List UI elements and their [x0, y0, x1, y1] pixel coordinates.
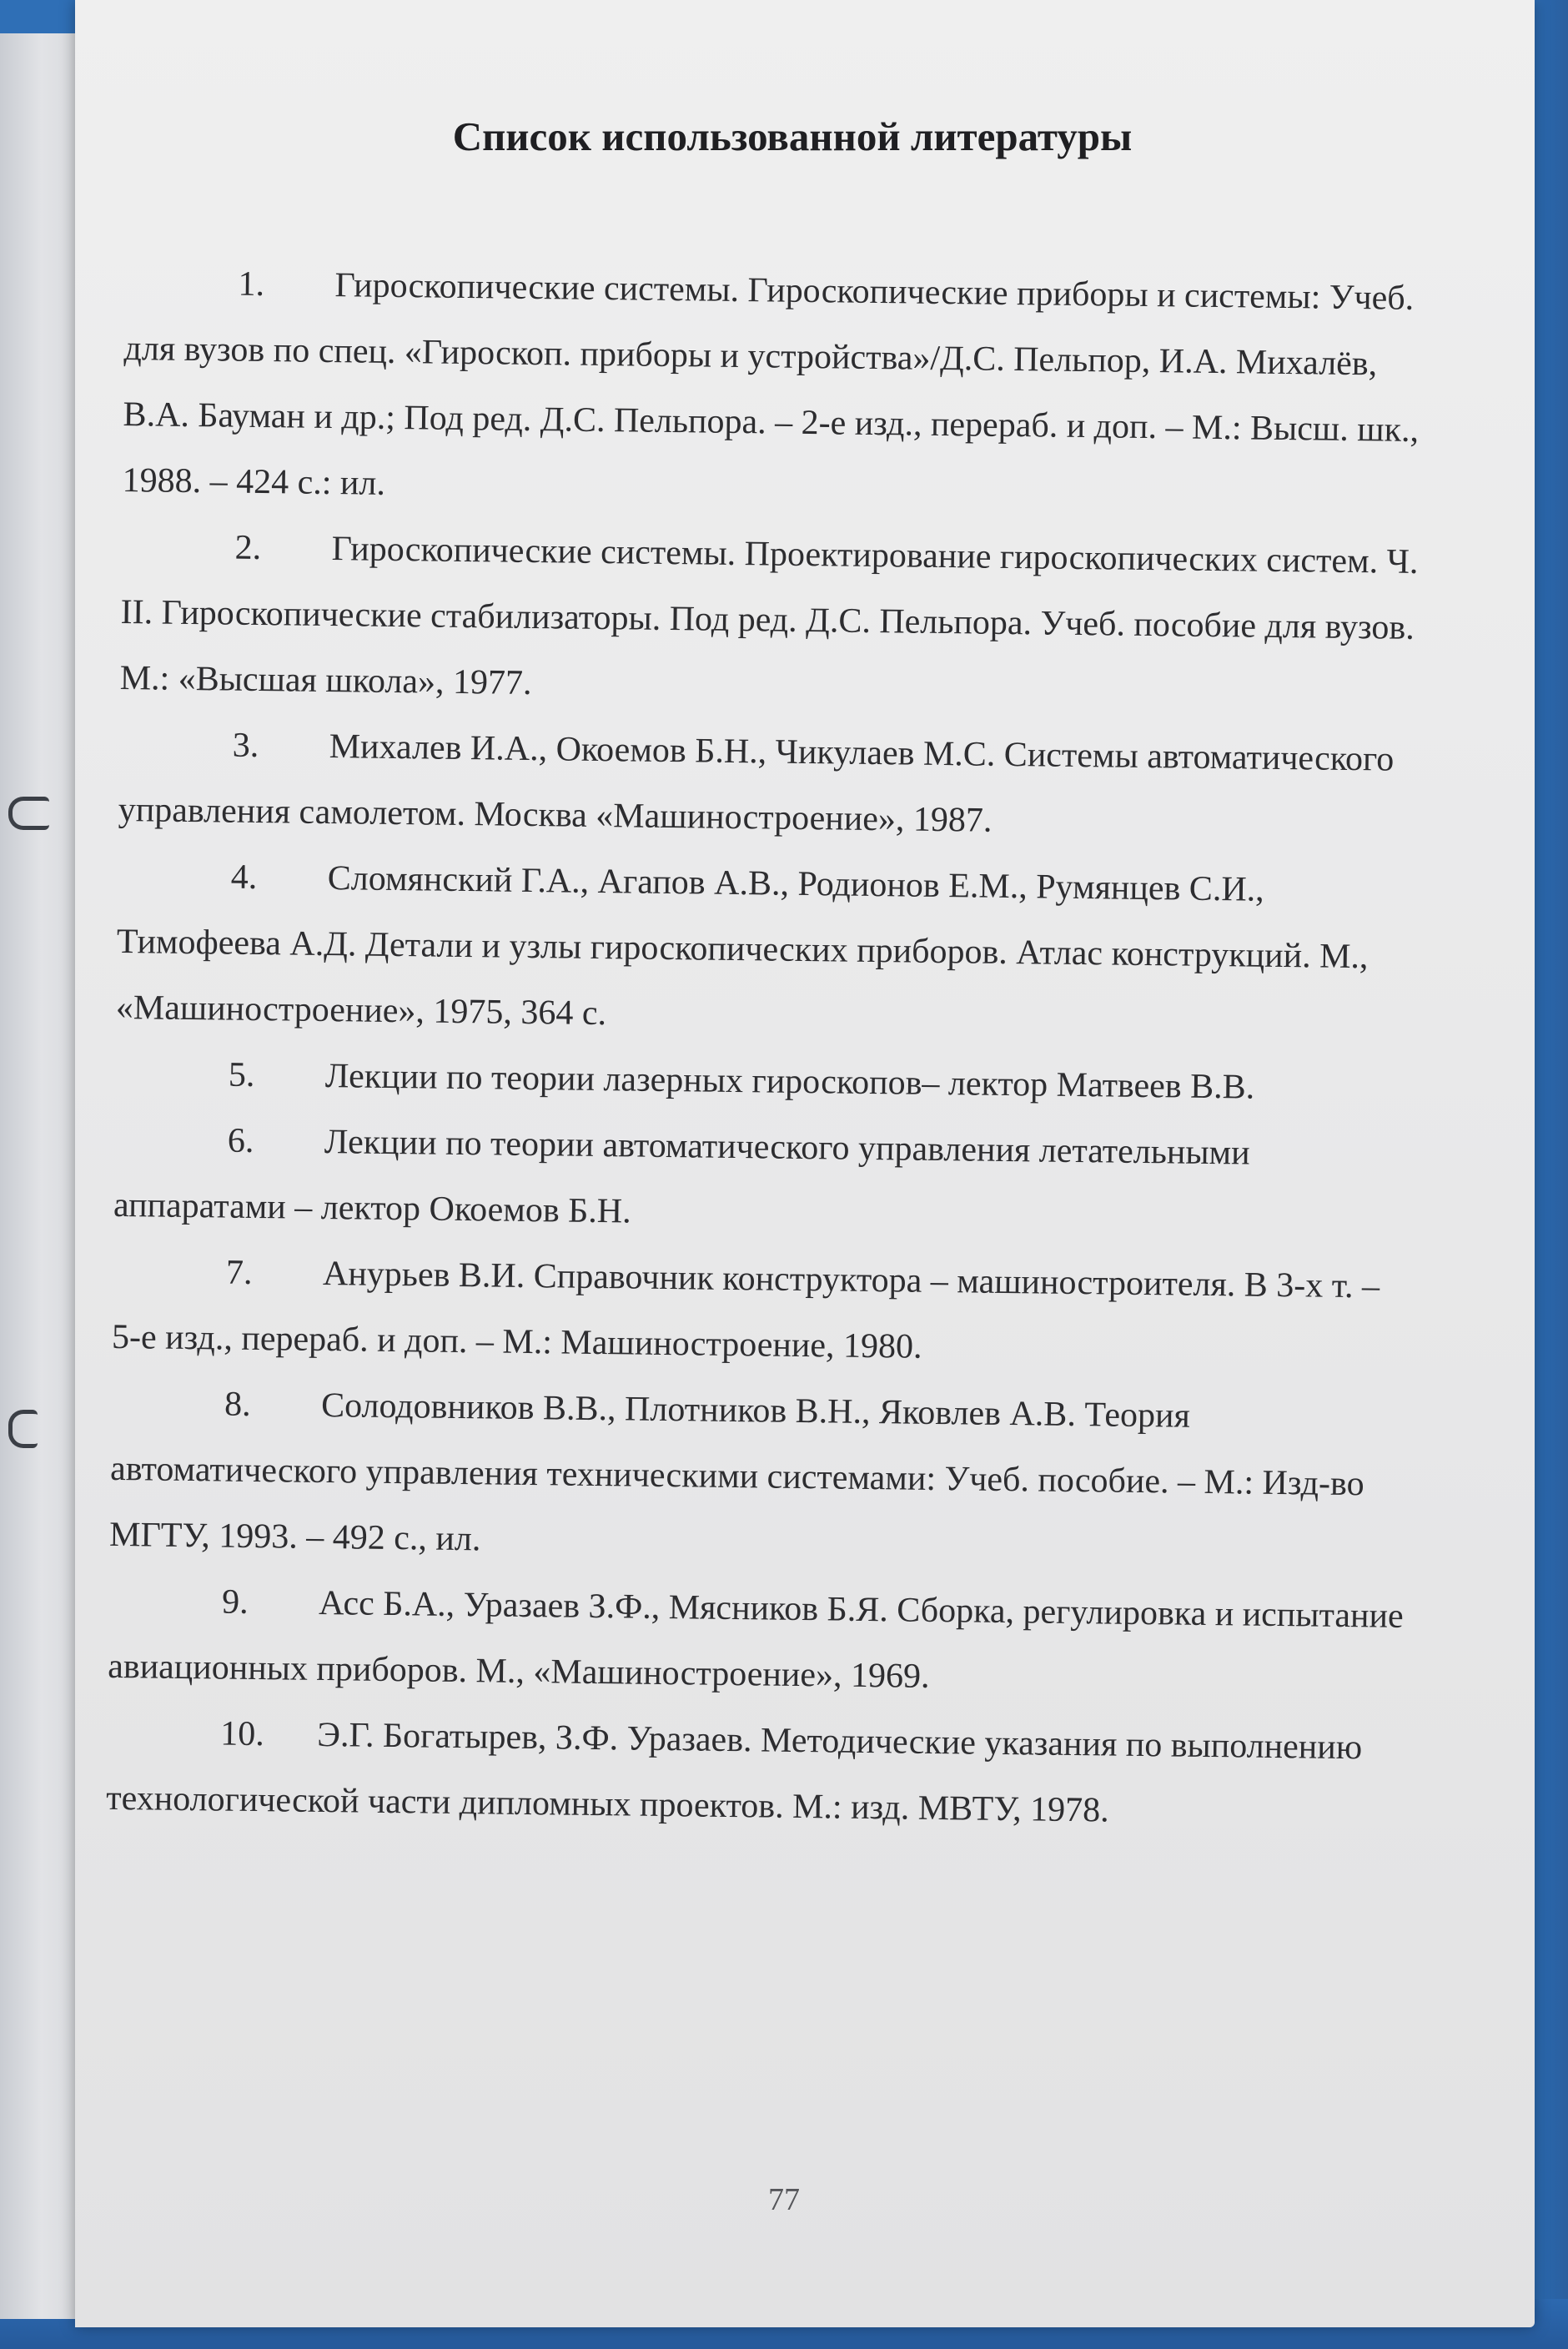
reference-number: 5. [228, 1055, 255, 1094]
reference-number: 1. [238, 264, 265, 304]
reference-text: Лекции по теории автоматического управления летательными аппаратами – лектор Окоемов Б.Н. [113, 1123, 1250, 1231]
list-item [122, 250, 1426, 530]
list-item [118, 712, 1420, 859]
reference-list [106, 250, 1426, 1848]
page-title: Список использованной литературы [452, 113, 1133, 159]
list-item [119, 514, 1423, 727]
list-item [106, 1700, 1409, 1848]
reference-text: Лекции по теории лазерных гироскопов– лектор Матвеев В.В. [324, 1057, 1255, 1107]
reference-number: 9. [221, 1582, 249, 1622]
reference-number: 7. [225, 1253, 253, 1292]
list-item [108, 1568, 1410, 1716]
reference-number: 2. [234, 528, 262, 568]
binding-ring-icon [8, 797, 49, 830]
list-item [113, 1107, 1416, 1255]
reference-text: Э.Г. Богатырев, З.Ф. Уразаев. Методические указания по выполнению технологической части дипломных проектов. М.: изд. МВТУ, 1978. [106, 1715, 1363, 1830]
reference-text: Анурьев В.И. Справочник конструктора – машиностроителя. В 3-х т. – 5-е изд., перераб. и доп. – М.: Машиностроение, 1980. [111, 1254, 1380, 1366]
reference-number: 4. [230, 858, 258, 897]
reference-text: Гироскопические системы. Проектирование гироскопических систем. Ч. II. Гироскопические стабилизаторы. Под ред. Д.С. Пельпора. Учеб. пособие для вузов. М.: «Высшая школа», 1977. [119, 530, 1419, 702]
binding-ring-icon [8, 1410, 38, 1448]
page-number: 77 [768, 2182, 800, 2217]
list-item [115, 843, 1419, 1057]
reference-number: 6. [227, 1121, 254, 1160]
reference-number: 8. [224, 1385, 251, 1424]
list-item [112, 1239, 1415, 1386]
reference-text: Гироскопические системы. Гироскопические приборы и системы: Учеб. для вузов по спец. «Гироскоп. приборы и устройства»/Д.С. Пельпор, И.А. Михалёв, В.А. Бауман и др.; Под ред. Д.С. Пельпора. – 2-е изд., перераб. и доп. – М.: Высш. шк., 1988. – 424 с.: ил. [122, 266, 1420, 503]
reference-number: 10. [219, 1714, 265, 1754]
list-item [109, 1371, 1413, 1584]
reference-number: 3. [232, 726, 259, 766]
reference-text: Сломянский Г.А., Агапов А.В., Родионов Е.М., Румянцев С.И., Тимофеева А.Д. Детали и узлы гироскопических приборов. Атлас конструкций. М., «Машиностроение», 1975, 364 с. [115, 859, 1369, 1034]
reference-text: Асс Б.А., Уразаев З.Ф., Мясников Б.Я. Сборка, регулировка и испытание авиационных приборов. М., «Машиностроение», 1969. [107, 1583, 1404, 1696]
reference-text: Солодовников В.В., Плотников В.Н., Яковлев А.В. Теория автоматического управления техническими системами: Учеб. пособие. – М.: Изд-во МГТУ, 1993. – 492 с., ил. [108, 1386, 1364, 1559]
reference-text: Михалев И.А., Окоемов Б.Н., Чикулаев М.С. Системы автоматического управления самолетом. Москва «Машиностроение», 1987. [118, 727, 1395, 840]
